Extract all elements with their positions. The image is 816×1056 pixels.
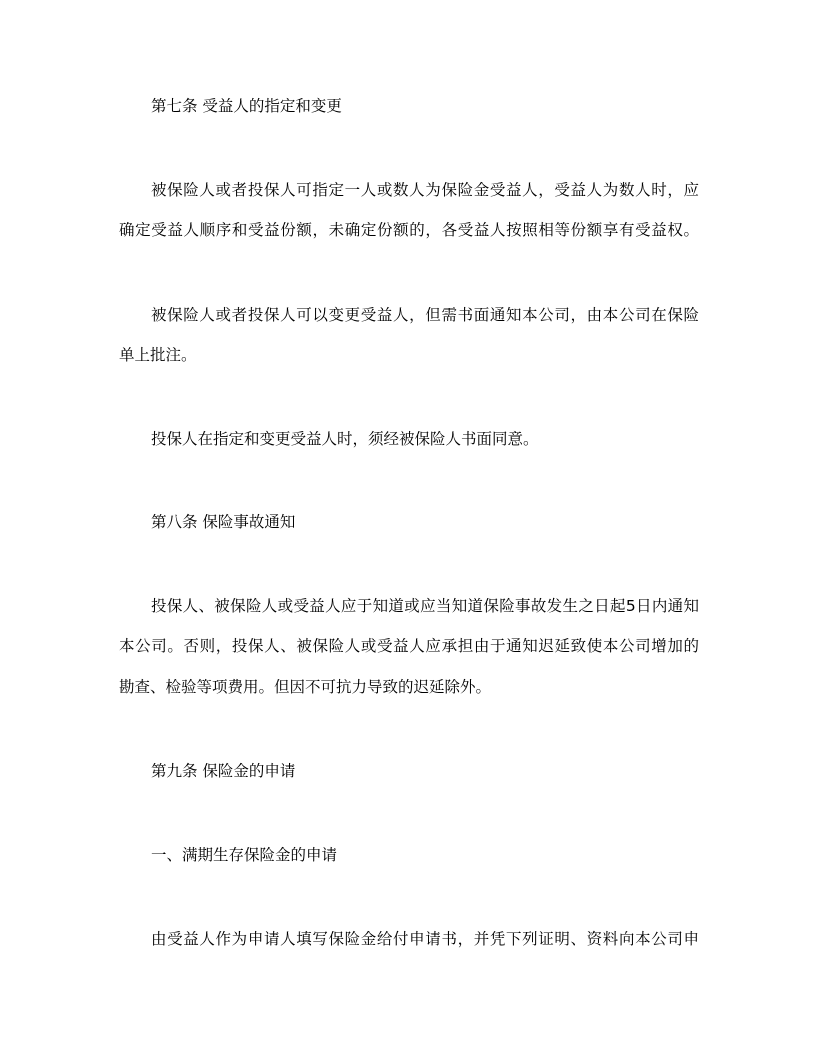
article-8-paragraph-line-2: 本公司。否则，投保人、被保险人或受益人应承担由于通知迟延致使本公司增加的 <box>119 637 699 655</box>
article-7-paragraph-1-line-1: 被保险人或者投保人可指定一人或数人为保险金受益人，受益人为数人时，应 <box>151 181 699 199</box>
article-8-heading: 第八条 保险事故通知 <box>151 513 296 531</box>
article-7-paragraph-2-line-2: 单上批注。 <box>119 346 197 364</box>
article-7-heading: 第七条 受益人的指定和变更 <box>151 97 342 115</box>
article-9-heading: 第九条 保险金的申请 <box>151 762 296 780</box>
article-7-paragraph-3: 投保人在指定和变更受益人时，须经被保险人书面同意。 <box>151 430 539 448</box>
article-8-paragraph-line-1: 投保人、被保险人或受益人应于知道或应当知道保险事故发生之日起5日内通知 <box>151 597 699 615</box>
article-9-subheading-1: 一、满期生存保险金的申请 <box>151 846 338 864</box>
article-7-paragraph-1-line-2: 确定受益人顺序和受益份额，未确定份额的，各受益人按照相等份额享有受益权。 <box>119 221 699 239</box>
article-9-paragraph-line-1: 由受益人作为申请人填写保险金给付申请书，并凭下列证明、资料向本公司申 <box>151 930 699 948</box>
article-8-paragraph-line-3: 勘查、检验等项费用。但因不可抗力导致的迟延除外。 <box>119 678 492 696</box>
article-7-paragraph-2-line-1: 被保险人或者投保人可以变更受益人，但需书面通知本公司，由本公司在保险 <box>151 306 699 324</box>
